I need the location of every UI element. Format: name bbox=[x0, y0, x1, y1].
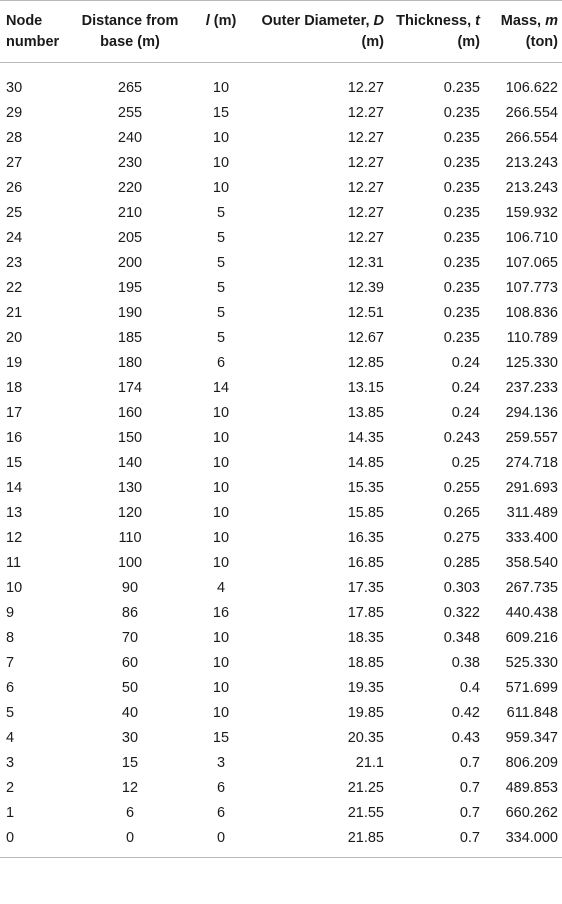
cell-node-number: 25 bbox=[6, 205, 23, 221]
cell-node-number: 29 bbox=[6, 105, 23, 121]
cell-distance-from-base: 100 bbox=[117, 555, 143, 571]
table-body bbox=[0, 63, 562, 858]
table-row bbox=[0, 101, 562, 126]
cell-length: 0 bbox=[184, 826, 258, 858]
cell-node-number: 5 bbox=[6, 705, 15, 721]
cell-mass: 333.400 bbox=[505, 530, 558, 546]
cell-distance-from-base: 174 bbox=[117, 380, 143, 396]
table-row bbox=[0, 226, 562, 251]
cell-mass: 106.710 bbox=[505, 230, 558, 246]
cell-thickness: 0.235 bbox=[443, 105, 480, 121]
cell-outer-diameter: 12.27 bbox=[347, 155, 384, 171]
cell-thickness: 0.235 bbox=[443, 180, 480, 196]
header-unit: (ton) bbox=[525, 34, 558, 50]
cell-outer-diameter: 12.27 bbox=[347, 130, 384, 146]
cell-outer-diameter: 12.27 bbox=[347, 180, 384, 196]
cell-outer-diameter: 19.35 bbox=[347, 680, 384, 696]
cell-distance-from-base: 130 bbox=[117, 480, 143, 496]
cell-thickness: 0.4 bbox=[459, 680, 480, 696]
cell-thickness: 0.7 bbox=[459, 780, 480, 796]
cell-mass: 259.557 bbox=[505, 430, 558, 446]
cell-length: 10 bbox=[212, 705, 230, 721]
cell-distance-from-base: 150 bbox=[117, 430, 143, 446]
cell-distance-from-base: 120 bbox=[117, 505, 143, 521]
cell-length: 10 bbox=[212, 655, 230, 671]
cell-node-number: 18 bbox=[6, 380, 23, 396]
table-row bbox=[0, 201, 562, 226]
cell-outer-diameter: 12.39 bbox=[347, 280, 384, 296]
cell-thickness: 0.235 bbox=[443, 255, 480, 271]
cell-length: 10 bbox=[212, 405, 230, 421]
header-text: Node number bbox=[6, 13, 60, 50]
cell-distance-from-base: 60 bbox=[121, 655, 139, 671]
cell-length: 10 bbox=[212, 480, 230, 496]
cell-node-number: 16 bbox=[6, 430, 23, 446]
cell-distance-from-base: 200 bbox=[117, 255, 143, 271]
cell-outer-diameter: 20.35 bbox=[347, 730, 384, 746]
cell-outer-diameter: 15.85 bbox=[347, 505, 384, 521]
cell-outer-diameter: 17.85 bbox=[347, 605, 384, 621]
cell-distance-from-base: 210 bbox=[117, 205, 143, 221]
cell-outer-diameter: 12.85 bbox=[347, 355, 384, 371]
cell-outer-diameter: 12.27 bbox=[347, 230, 384, 246]
cell-thickness: 0.235 bbox=[443, 130, 480, 146]
cell-length: 10 bbox=[212, 680, 230, 696]
cell-outer-diameter: 16.85 bbox=[347, 555, 384, 571]
cell-thickness: 0.7 bbox=[388, 826, 488, 858]
cell-thickness: 0.275 bbox=[443, 530, 480, 546]
table-row bbox=[0, 351, 562, 376]
cell-length: 10 bbox=[212, 630, 230, 646]
cell-thickness: 0.235 bbox=[443, 205, 480, 221]
cell-outer-diameter: 21.55 bbox=[347, 805, 384, 821]
cell-length: 5 bbox=[216, 330, 226, 346]
table-row bbox=[0, 776, 562, 801]
cell-length: 5 bbox=[216, 205, 226, 221]
cell-length: 10 bbox=[212, 505, 230, 521]
table-row bbox=[0, 601, 562, 626]
cell-distance-from-base: 86 bbox=[121, 605, 139, 621]
cell-distance-from-base: 205 bbox=[117, 230, 143, 246]
cell-mass: 334.000 bbox=[488, 826, 562, 858]
cell-thickness: 0.235 bbox=[443, 155, 480, 171]
cell-distance-from-base: 50 bbox=[121, 680, 139, 696]
cell-node-number: 10 bbox=[6, 580, 23, 596]
cell-mass: 237.233 bbox=[505, 380, 558, 396]
cell-outer-diameter: 12.27 bbox=[347, 205, 384, 221]
table-row bbox=[0, 576, 562, 601]
cell-outer-diameter: 13.15 bbox=[347, 380, 384, 396]
cell-distance-from-base: 110 bbox=[118, 530, 142, 546]
header-symbol: t bbox=[475, 13, 480, 29]
cell-outer-diameter: 14.85 bbox=[347, 455, 384, 471]
cell-mass: 571.699 bbox=[505, 680, 558, 696]
cell-length: 10 bbox=[212, 180, 230, 196]
table-row bbox=[0, 801, 562, 826]
table-row bbox=[0, 151, 562, 176]
cell-node-number: 3 bbox=[6, 755, 15, 771]
table-row bbox=[0, 826, 562, 858]
cell-node-number: 0 bbox=[0, 826, 76, 858]
header-row bbox=[0, 1, 562, 63]
cell-node-number: 22 bbox=[6, 280, 23, 296]
table-row bbox=[0, 326, 562, 351]
cell-mass: 125.330 bbox=[505, 355, 558, 371]
cell-outer-diameter: 13.85 bbox=[347, 405, 384, 421]
cell-mass: 609.216 bbox=[505, 630, 558, 646]
table-row bbox=[0, 751, 562, 776]
cell-thickness: 0.348 bbox=[443, 630, 480, 646]
table-row bbox=[0, 476, 562, 501]
cell-mass: 291.693 bbox=[505, 480, 558, 496]
cell-node-number: 24 bbox=[6, 230, 23, 246]
cell-node-number: 28 bbox=[6, 130, 23, 146]
cell-length: 10 bbox=[212, 80, 230, 96]
cell-mass: 213.243 bbox=[505, 180, 558, 196]
table-row bbox=[0, 276, 562, 301]
cell-node-number: 15 bbox=[6, 455, 23, 471]
header-node-number bbox=[0, 1, 76, 63]
cell-distance-from-base: 220 bbox=[117, 180, 143, 196]
table-row bbox=[0, 651, 562, 676]
table-row bbox=[0, 176, 562, 201]
table-row bbox=[0, 676, 562, 701]
cell-thickness: 0.24 bbox=[451, 405, 480, 421]
cell-node-number: 4 bbox=[6, 730, 15, 746]
cell-length: 10 bbox=[212, 430, 230, 446]
cell-length: 15 bbox=[212, 730, 230, 746]
cell-mass: 107.773 bbox=[505, 280, 558, 296]
cell-outer-diameter: 21.25 bbox=[347, 780, 384, 796]
header-symbol: m bbox=[545, 13, 558, 29]
cell-length: 5 bbox=[216, 255, 226, 271]
cell-mass: 294.136 bbox=[505, 405, 558, 421]
cell-thickness: 0.243 bbox=[443, 430, 480, 446]
table-row bbox=[0, 501, 562, 526]
cell-thickness: 0.235 bbox=[443, 80, 480, 96]
cell-node-number: 30 bbox=[6, 80, 23, 96]
cell-thickness: 0.38 bbox=[451, 655, 480, 671]
table-row bbox=[0, 626, 562, 651]
cell-thickness: 0.235 bbox=[443, 280, 480, 296]
cell-node-number: 21 bbox=[6, 305, 23, 321]
cell-mass: 660.262 bbox=[505, 805, 558, 821]
table-row bbox=[0, 451, 562, 476]
cell-mass: 358.540 bbox=[505, 555, 558, 571]
cell-mass: 266.554 bbox=[505, 130, 558, 146]
cell-outer-diameter: 19.85 bbox=[347, 705, 384, 721]
header-distance-from-base bbox=[76, 1, 184, 63]
cell-length: 6 bbox=[216, 355, 226, 371]
cell-length: 3 bbox=[216, 755, 226, 771]
cell-mass: 489.853 bbox=[505, 780, 558, 796]
cell-outer-diameter: 17.35 bbox=[347, 580, 384, 596]
cell-mass: 959.347 bbox=[505, 730, 558, 746]
header-mass bbox=[488, 1, 562, 63]
cell-distance-from-base: 6 bbox=[125, 805, 135, 821]
cell-node-number: 8 bbox=[6, 630, 15, 646]
cell-length: 10 bbox=[212, 455, 230, 471]
cell-mass: 213.243 bbox=[505, 155, 558, 171]
cell-node-number: 1 bbox=[6, 805, 15, 821]
cell-node-number: 2 bbox=[6, 780, 15, 796]
cell-mass: 159.932 bbox=[505, 205, 558, 221]
cell-node-number: 12 bbox=[6, 530, 23, 546]
cell-node-number: 14 bbox=[6, 480, 23, 496]
cell-outer-diameter: 12.31 bbox=[347, 255, 384, 271]
table-row bbox=[0, 551, 562, 576]
cell-node-number: 17 bbox=[6, 405, 23, 421]
cell-mass: 525.330 bbox=[505, 655, 558, 671]
cell-node-number: 27 bbox=[6, 155, 23, 171]
header-text: Distance from base (m) bbox=[81, 13, 179, 50]
header-text: Mass, bbox=[500, 13, 546, 29]
cell-node-number: 9 bbox=[6, 605, 15, 621]
table-row bbox=[0, 401, 562, 426]
table-row bbox=[0, 526, 562, 551]
cell-distance-from-base: 12 bbox=[121, 780, 139, 796]
cell-thickness: 0.24 bbox=[451, 380, 480, 396]
header-unit: (m) bbox=[209, 13, 237, 29]
cell-outer-diameter: 12.27 bbox=[347, 80, 384, 96]
cell-mass: 266.554 bbox=[505, 105, 558, 121]
table-row bbox=[0, 701, 562, 726]
cell-distance-from-base: 30 bbox=[121, 730, 139, 746]
cell-mass: 108.836 bbox=[505, 305, 558, 321]
cell-thickness: 0.7 bbox=[459, 755, 480, 771]
cell-node-number: 19 bbox=[6, 355, 23, 371]
cell-distance-from-base: 195 bbox=[117, 280, 143, 296]
cell-node-number: 13 bbox=[6, 505, 23, 521]
header-outer-diameter bbox=[258, 1, 388, 63]
cell-distance-from-base: 230 bbox=[117, 155, 143, 171]
header-length bbox=[184, 1, 258, 63]
cell-distance-from-base: 265 bbox=[117, 80, 143, 96]
cell-thickness: 0.285 bbox=[443, 555, 480, 571]
cell-mass: 267.735 bbox=[505, 580, 558, 596]
cell-length: 10 bbox=[212, 530, 230, 546]
cell-thickness: 0.7 bbox=[459, 805, 480, 821]
cell-distance-from-base: 180 bbox=[117, 355, 143, 371]
cell-distance-from-base: 160 bbox=[117, 405, 143, 421]
table-row bbox=[0, 376, 562, 401]
header-text: Thickness, bbox=[396, 13, 476, 29]
cell-length: 5 bbox=[216, 280, 226, 296]
cell-thickness: 0.322 bbox=[443, 605, 480, 621]
cell-node-number: 26 bbox=[6, 180, 23, 196]
cell-thickness: 0.24 bbox=[451, 355, 480, 371]
cell-length: 10 bbox=[212, 155, 230, 171]
cell-outer-diameter: 12.27 bbox=[347, 105, 384, 121]
cell-mass: 311.489 bbox=[506, 505, 558, 521]
cell-outer-diameter: 12.51 bbox=[347, 305, 384, 321]
cell-thickness: 0.235 bbox=[443, 230, 480, 246]
table-row bbox=[0, 726, 562, 751]
cell-distance-from-base: 255 bbox=[117, 105, 143, 121]
table-row bbox=[0, 426, 562, 451]
header-symbol: l bbox=[205, 13, 210, 29]
cell-thickness: 0.303 bbox=[443, 580, 480, 596]
cell-distance-from-base: 190 bbox=[117, 305, 143, 321]
cell-distance-from-base: 185 bbox=[117, 330, 143, 346]
cell-mass: 110.789 bbox=[506, 330, 558, 346]
cell-thickness: 0.42 bbox=[451, 705, 480, 721]
cell-length: 4 bbox=[216, 580, 226, 596]
cell-node-number: 6 bbox=[6, 680, 15, 696]
cell-outer-diameter: 14.35 bbox=[347, 430, 384, 446]
header-text: Outer Diameter, bbox=[261, 13, 374, 29]
cell-mass: 440.438 bbox=[505, 605, 558, 621]
cell-thickness: 0.235 bbox=[443, 330, 480, 346]
cell-outer-diameter: 16.35 bbox=[347, 530, 384, 546]
cell-mass: 806.209 bbox=[505, 755, 558, 771]
cell-outer-diameter: 15.35 bbox=[347, 480, 384, 496]
cell-length: 5 bbox=[216, 230, 226, 246]
cell-thickness: 0.43 bbox=[451, 730, 480, 746]
cell-distance-from-base: 15 bbox=[121, 755, 139, 771]
cell-outer-diameter: 12.67 bbox=[347, 330, 384, 346]
cell-outer-diameter: 21.1 bbox=[355, 755, 384, 771]
table-row bbox=[0, 126, 562, 151]
header-unit: (m) bbox=[457, 34, 480, 50]
cell-mass: 107.065 bbox=[505, 255, 558, 271]
cell-node-number: 23 bbox=[6, 255, 23, 271]
cell-node-number: 11 bbox=[6, 555, 22, 571]
cell-outer-diameter: 18.35 bbox=[347, 630, 384, 646]
cell-mass: 106.622 bbox=[505, 80, 558, 96]
cell-length: 10 bbox=[212, 555, 230, 571]
cell-outer-diameter: 18.85 bbox=[347, 655, 384, 671]
header-symbol: D bbox=[373, 13, 384, 29]
cell-length: 15 bbox=[212, 105, 230, 121]
cell-thickness: 0.25 bbox=[451, 455, 480, 471]
cell-thickness: 0.235 bbox=[443, 305, 480, 321]
cell-distance-from-base: 240 bbox=[117, 130, 143, 146]
cell-thickness: 0.265 bbox=[443, 505, 480, 521]
cell-node-number: 7 bbox=[6, 655, 15, 671]
cell-length: 14 bbox=[212, 380, 230, 396]
cell-length: 5 bbox=[216, 305, 226, 321]
cell-distance-from-base: 0 bbox=[76, 826, 184, 858]
cell-distance-from-base: 40 bbox=[121, 705, 139, 721]
cell-node-number: 20 bbox=[6, 330, 23, 346]
table-row bbox=[0, 251, 562, 276]
cell-distance-from-base: 70 bbox=[121, 630, 139, 646]
cell-length: 10 bbox=[212, 130, 230, 146]
cell-outer-diameter: 21.85 bbox=[258, 826, 388, 858]
cell-distance-from-base: 140 bbox=[117, 455, 143, 471]
cell-thickness: 0.255 bbox=[443, 480, 480, 496]
table-header bbox=[0, 1, 562, 63]
cell-length: 6 bbox=[216, 805, 226, 821]
header-thickness bbox=[388, 1, 488, 63]
cell-length: 6 bbox=[216, 780, 226, 796]
cell-length: 16 bbox=[212, 605, 230, 621]
cell-mass: 611.848 bbox=[506, 705, 558, 721]
table-row bbox=[0, 301, 562, 326]
header-unit: (m) bbox=[361, 34, 384, 50]
cell-distance-from-base: 90 bbox=[121, 580, 139, 596]
cell-mass: 274.718 bbox=[505, 455, 558, 471]
table-row bbox=[0, 63, 562, 102]
